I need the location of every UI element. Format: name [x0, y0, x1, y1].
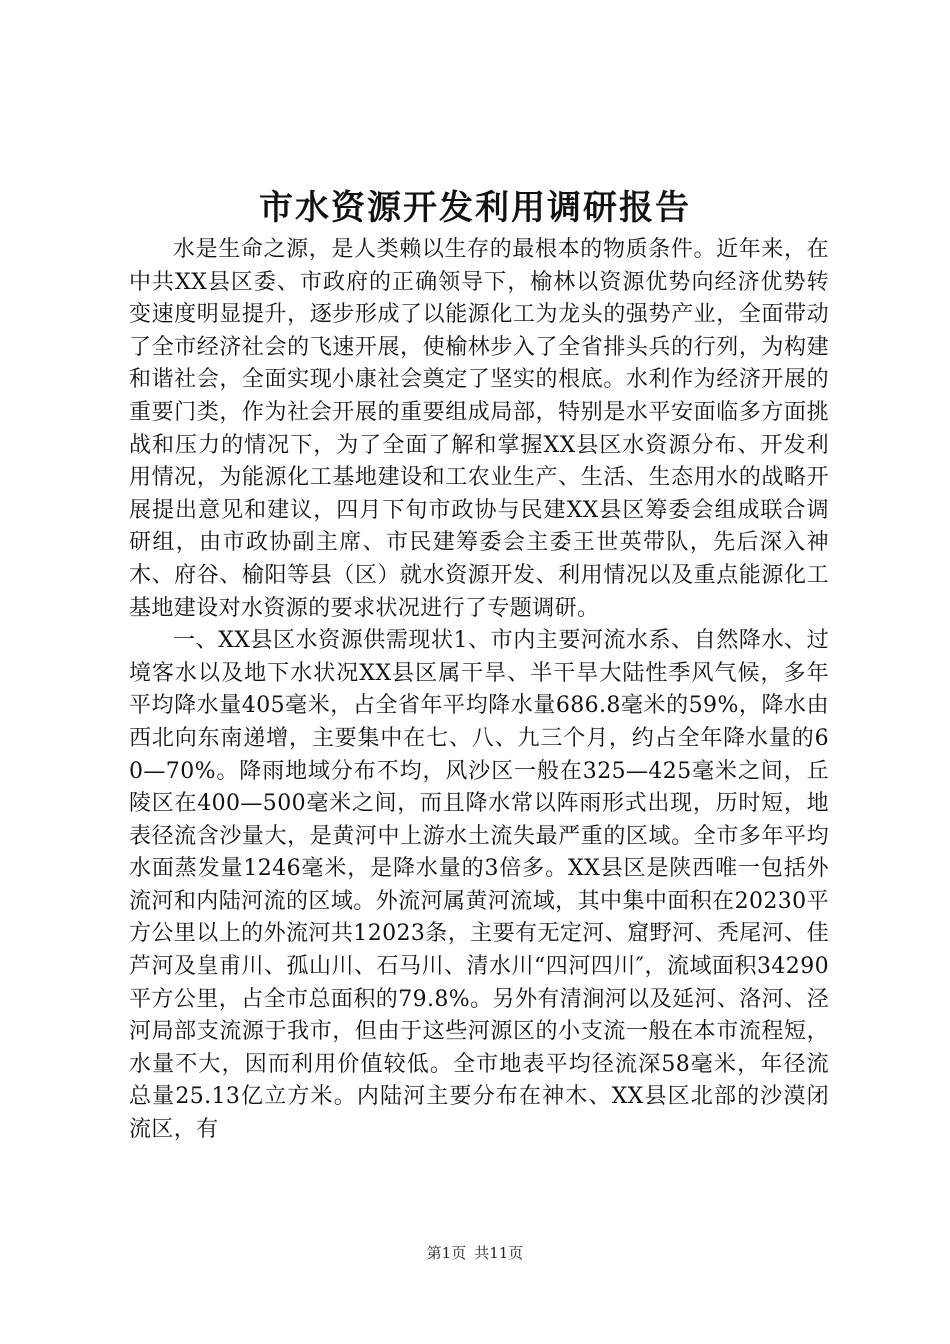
- page-total: 共11页: [474, 1244, 524, 1262]
- paragraph-section-1: 一、XX县区水资源供需现状1、市内主要河流水系、自然降水、过境客水以及地下水状况XX县区属干旱、半干旱大陆性季风气候，多年平均降水量405毫米，占全省年平均降水量686.8毫米的59%，降水由西北向东南递增，主要集中在七、八、九三个月，约占全年降水量的60—70%。降雨地域分布不均，风沙区一般在325—425毫米之间，丘陵区在400—500毫米之间，而且降水常以阵雨形式出现，历时短，地表径流含沙量大，是黄河中上游水土流失最严重的区域。全市多年平均水面蒸发量1246毫米，是降水量的3倍多。XX县区是陕西唯一包括外流河和内陆河流的区域。外流河属黄河流域，其中集中面积在20230平方公里以上的外流河共12023条，主要有无定河、窟野河、秃尾河、佳芦河及皇甫川、孤山川、石马川、清水川“四河四川″，流域面积34290平方公里，占全市总面积的79.8%。另外有清涧河以及延河、洛河、泾河局部支流源于我市，但由于这些河源区的小支流一般在本市流程短，水量不大，因而利用价值较低。全市地表平均径流深58毫米，年径流总量25.13亿立方米。内陆河主要分布在神木、XX县区北部的沙漠闭流区，有: [129, 628, 829, 1143]
- document-title: 市水资源开发利用调研报告: [259, 188, 691, 228]
- document-body: [129, 234, 829, 1147]
- paragraph-intro: 水是生命之源，是人类赖以生存的最根本的物质条件。近年来，在中共XX县区委、市政府的正确领导下，榆林以资源优势向经济优势转变速度明显提升，逐步形成了以能源化工为龙头的强势产业，全面带动了全市经济社会的飞速开展，使榆林步入了全省排头兵的行列，为构建和谐社会，全面实现小康社会奠定了坚实的根底。水利作为经济开展的重要门类，作为社会开展的重要组成局部，特别是水平安面临多方面挑战和压力的情况下，为了全面了解和掌握XX县区水资源分布、开发利用情况，为能源化工基地建设和工农业生产、生活、生态用水的战略开展提出意见和建议，四月下旬市政协与民建XX县区筹委会组成联合调研组，由市政协副主席、市民建筹委会主委王世英带队，先后深入神木、府谷、榆阳等县（区）就水资源开发、利用情况以及重点能源化工基地建设对水资源的要求状况进行了专题调研。: [129, 237, 829, 621]
- page-footer: [0, 1243, 950, 1263]
- page-number: 第1页: [426, 1244, 467, 1262]
